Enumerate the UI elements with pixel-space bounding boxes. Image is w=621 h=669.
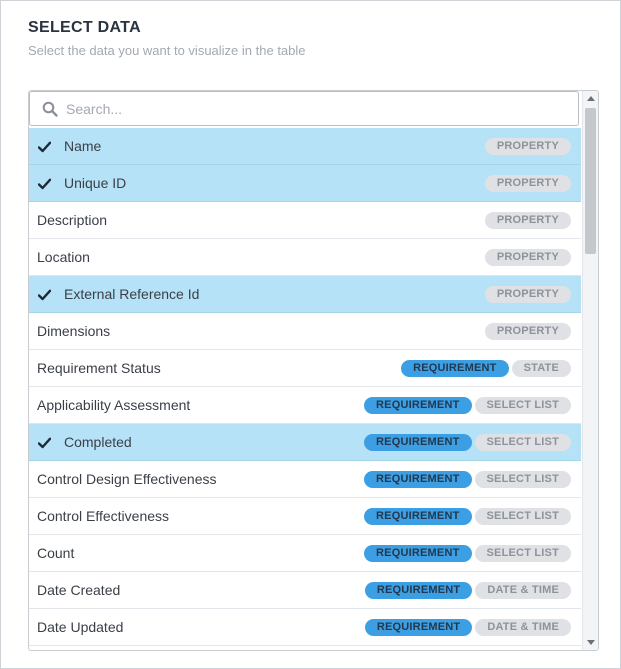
requirement-badge: REQUIREMENT [364,397,471,414]
field-option-row[interactable] [29,498,581,535]
field-option-row[interactable] [29,239,581,276]
field-type-tags [485,323,571,340]
search-input[interactable] [66,99,566,119]
field-type-tags [485,175,571,192]
field-option-label: Unique ID [64,175,127,191]
field-type-tags [485,249,571,266]
field-type-badge: PROPERTY [485,138,571,155]
field-option-row[interactable] [29,202,581,239]
field-option-label: Applicability Assessment [37,397,191,413]
field-option-label: Completed [64,434,132,450]
field-option-row[interactable] [29,165,581,202]
panel-subtitle: Select the data you want to visualize in the table [28,43,306,58]
field-option-label: Description [37,212,108,228]
search-icon [42,101,58,117]
field-type-badge: PROPERTY [485,323,571,340]
requirement-badge: REQUIREMENT [364,508,471,525]
field-option-row[interactable] [29,535,581,572]
checkmark-icon [38,177,51,189]
field-type-tags [364,434,571,451]
field-type-tags [364,471,571,488]
field-type-tags [365,582,571,599]
field-list [29,128,581,646]
field-option-row[interactable] [29,276,581,313]
checkmark-icon [38,288,51,300]
field-type-tags [485,212,571,229]
field-option-row[interactable] [29,313,581,350]
field-type-badge: SELECT LIST [475,545,571,562]
field-option-row[interactable] [29,461,581,498]
field-option-label: Date Updated [37,619,124,635]
panel-title: SELECT DATA [28,19,141,36]
field-option-label: Control Effectiveness [37,508,170,524]
field-type-tags [401,360,571,377]
requirement-badge: REQUIREMENT [364,545,471,562]
field-type-tags [364,397,571,414]
field-option-row[interactable] [29,609,581,646]
field-option-row[interactable] [29,128,581,165]
field-type-badge: PROPERTY [485,286,571,303]
field-type-tags [485,286,571,303]
checkmark-icon [38,436,51,448]
field-type-badge: DATE & TIME [475,582,571,599]
field-option-label: External Reference Id [64,286,200,302]
field-type-badge: SELECT LIST [475,471,571,488]
checkmark-icon [38,140,51,152]
field-type-badge: PROPERTY [485,212,571,229]
field-type-badge: PROPERTY [485,249,571,266]
scrollbar-thumb[interactable] [585,108,596,254]
field-option-label: Date Created [37,582,121,598]
field-option-label: Location [37,249,90,265]
requirement-badge: REQUIREMENT [364,434,471,451]
requirement-badge: REQUIREMENT [365,619,472,636]
field-option-label: Dimensions [37,323,111,339]
field-type-tags [365,619,571,636]
field-option-row[interactable] [29,572,581,609]
field-option-row[interactable] [29,350,581,387]
list-scrollbar[interactable] [582,91,598,650]
scroll-down-icon[interactable] [587,640,595,645]
requirement-badge: REQUIREMENT [365,582,472,599]
data-field-listbox [28,90,599,651]
scroll-up-icon[interactable] [587,96,595,101]
field-type-badge: SELECT LIST [475,508,571,525]
field-type-tags [364,508,571,525]
field-type-tags [364,545,571,562]
field-type-badge: DATE & TIME [475,619,571,636]
field-type-badge: SELECT LIST [475,434,571,451]
field-option-row[interactable] [29,387,581,424]
search-box[interactable] [29,91,579,126]
field-type-tags [485,138,571,155]
field-option-label: Name [64,138,102,154]
field-option-label: Requirement Status [37,360,161,376]
field-option-label: Count [37,545,75,561]
requirement-badge: REQUIREMENT [401,360,508,377]
field-option-label: Control Design Effectiveness [37,471,217,487]
requirement-badge: REQUIREMENT [364,471,471,488]
field-type-badge: STATE [512,360,571,377]
field-option-row[interactable] [29,424,581,461]
field-type-badge: PROPERTY [485,175,571,192]
field-type-badge: SELECT LIST [475,397,571,414]
